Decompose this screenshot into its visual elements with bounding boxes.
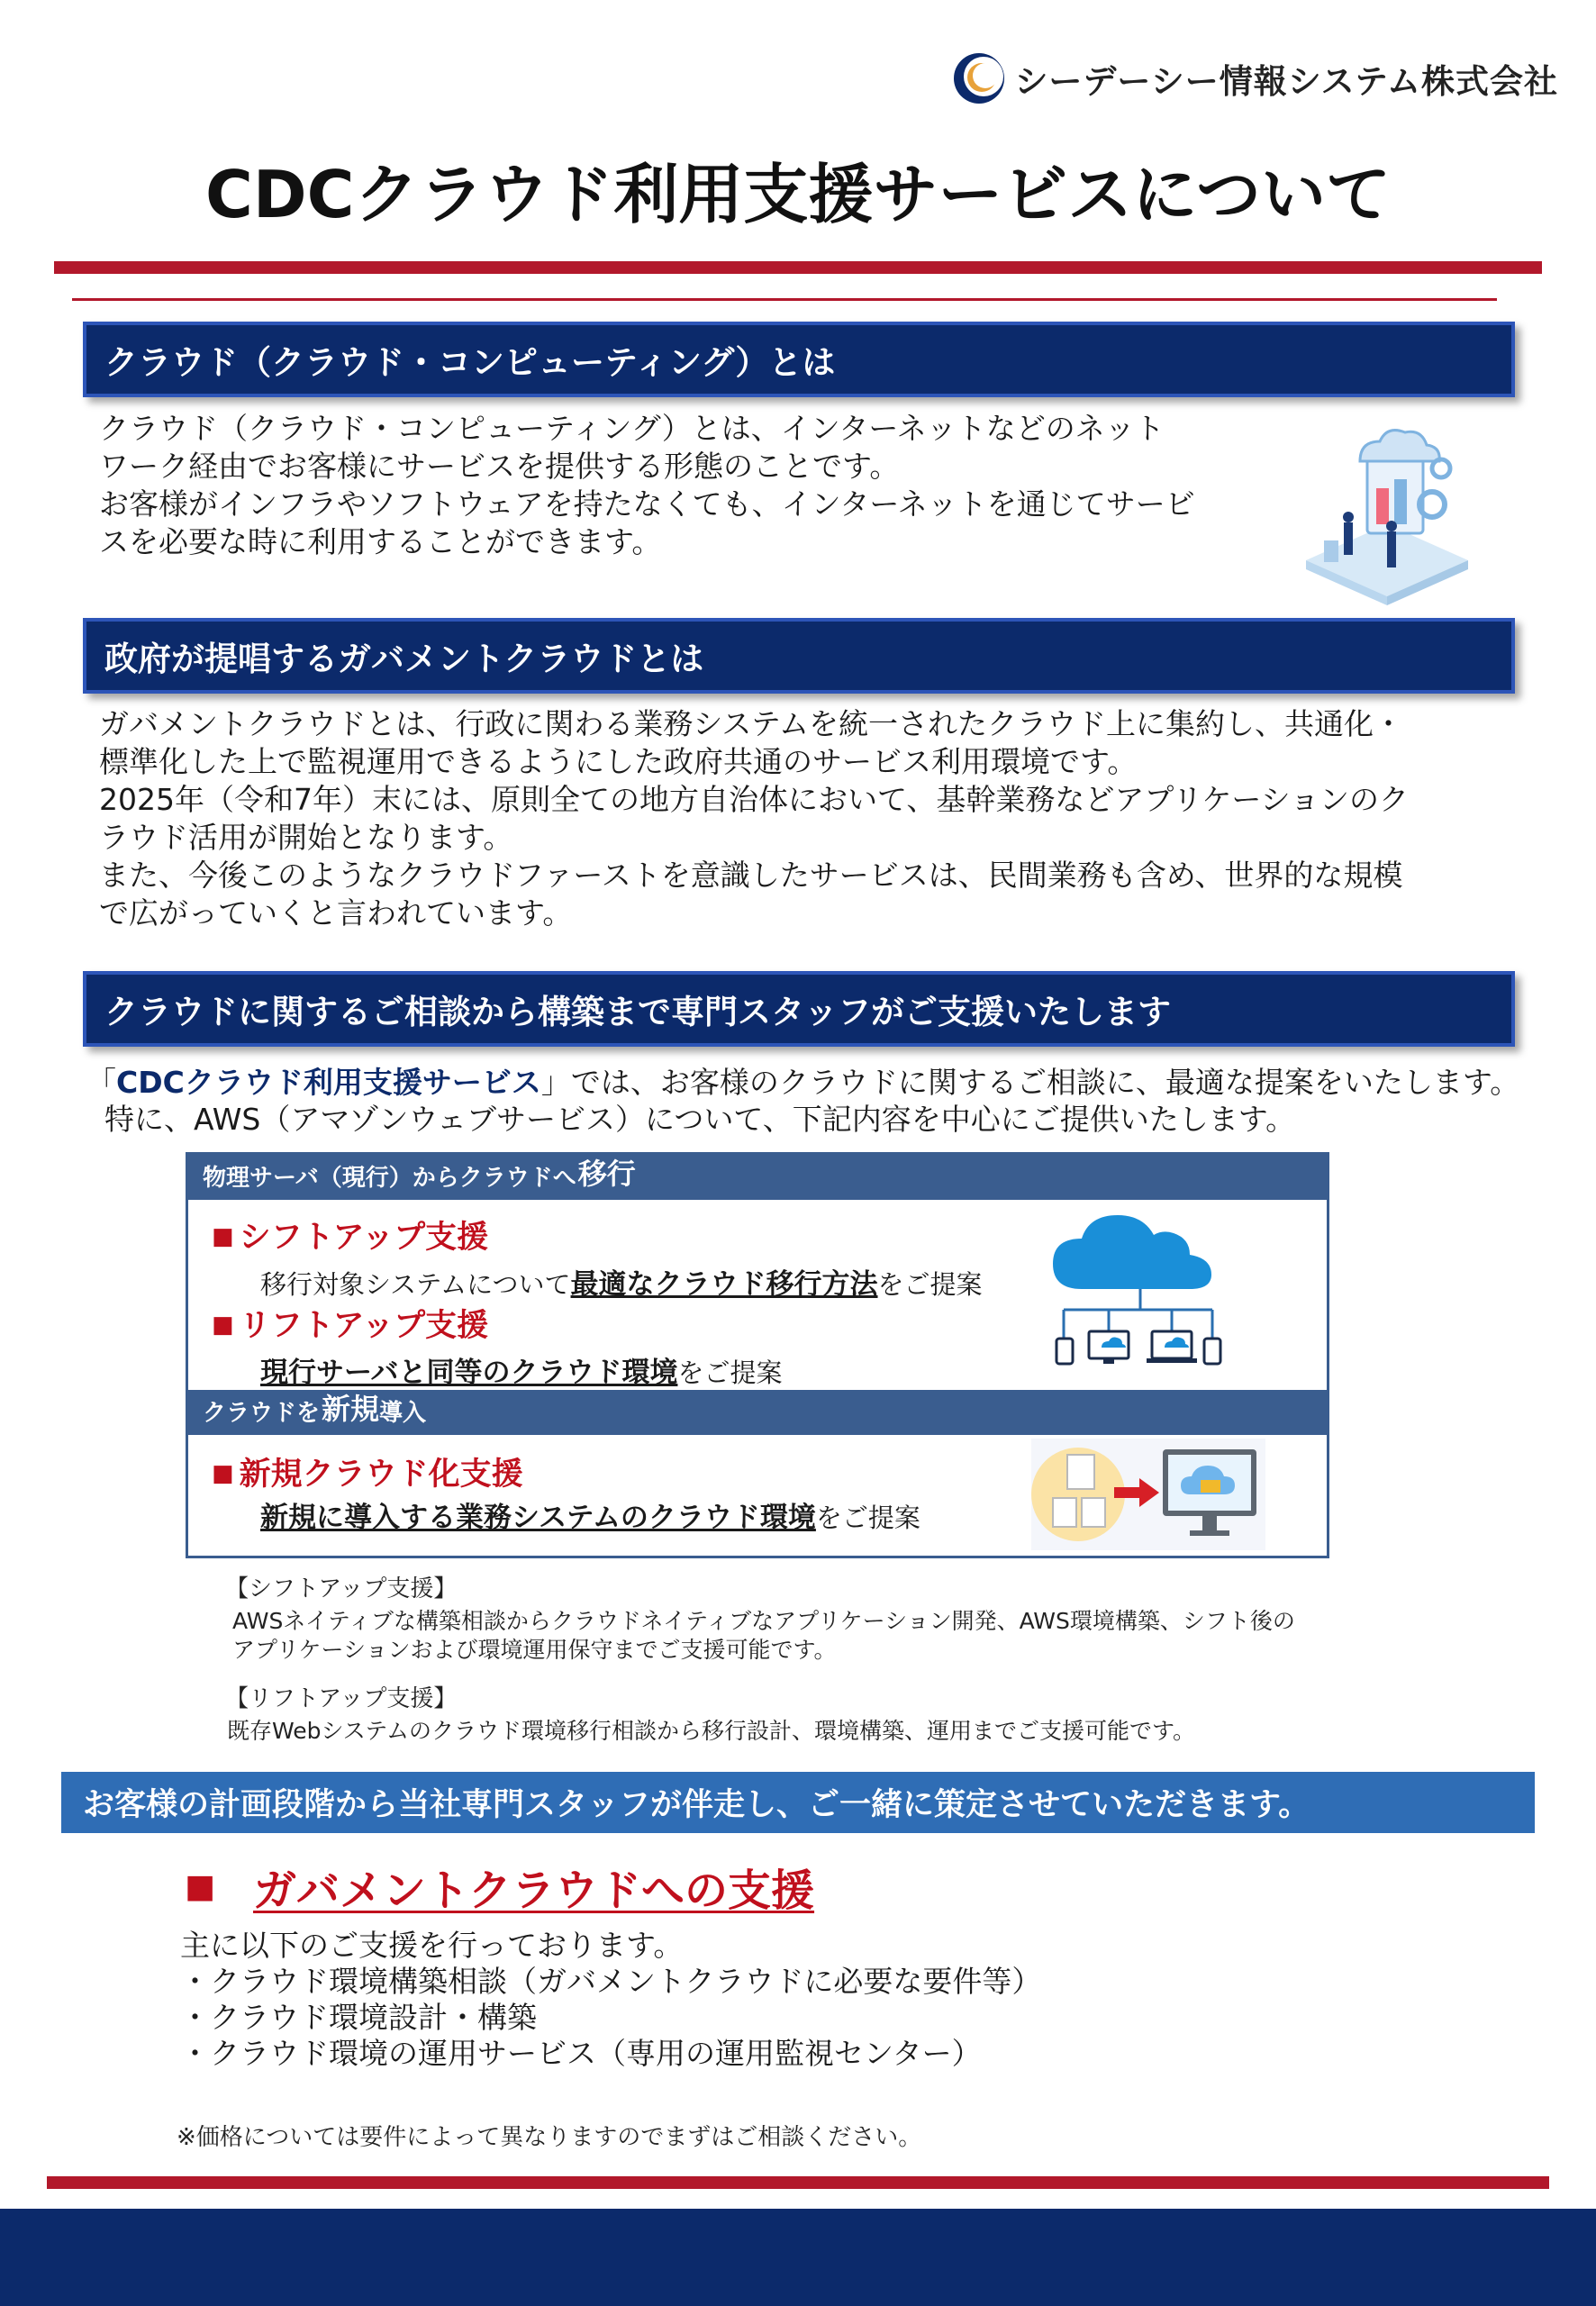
section-heading-gov-cloud: 政府が提唱するガバメントクラウドとは bbox=[83, 618, 1515, 694]
footer-divider bbox=[47, 2176, 1549, 2189]
note-line: 既存Webシステムのクラウド環境移行相談から移行設計、環境構築、運用までご支援可能です。 bbox=[227, 1718, 1196, 1744]
band-text: 物理サーバ（現行）からクラウドへ bbox=[203, 1165, 576, 1192]
body-line: ガバメントクラウドとは、行政に関わる業務システムを統一されたクラウド上に集約し、共通化・ bbox=[99, 706, 1404, 741]
list-item: ・クラウド環境構築相談（ガバメントクラウドに必要な要件等） bbox=[180, 1964, 1042, 1999]
panel-migration bbox=[188, 1200, 1327, 1390]
note-shift-heading: 【シフトアップ支援】 bbox=[225, 1575, 458, 1602]
body-line: お客様がインフラやソフトウェアを持たなくても、インターネットを通じてサービ bbox=[99, 486, 1195, 522]
body-line: ワーク経由でお客様にサービスを提供する形態のことです。 bbox=[99, 449, 900, 484]
square-bullet-icon: ■ bbox=[185, 1868, 216, 1905]
band-emphasis: 新規 bbox=[322, 1392, 380, 1426]
header-divider-thin bbox=[72, 298, 1497, 301]
cloud-computing-illustration-icon bbox=[1297, 416, 1477, 609]
company-header bbox=[951, 47, 1558, 110]
list-item: 主に以下のご支援を行っております。 bbox=[180, 1928, 684, 1963]
new-cloud-title: ■ 新規クラウド化支援 bbox=[212, 1457, 523, 1493]
item-title-text: シフトアップ支援 bbox=[239, 1220, 489, 1256]
footer-band bbox=[0, 2209, 1596, 2306]
band-text: クラウドを bbox=[203, 1400, 321, 1427]
service-brand-name: CDCクラウド利用支援サービス bbox=[116, 1065, 541, 1100]
body-line: で広がっていくと言われています。 bbox=[99, 895, 573, 931]
note-line: AWSネイティブな構築相談からクラウドネイティブなアプリケーション開発、AWS環境構築、シフト後の bbox=[232, 1608, 1295, 1634]
body-line: 2025年（令和7年）末には、原則全ての地方自治体において、基幹業務などアプリケーションのク bbox=[99, 782, 1410, 817]
list-item: ・クラウド環境設計・構築 bbox=[180, 2000, 537, 2035]
shift-up-desc bbox=[260, 1261, 983, 1302]
crescent-logo-icon bbox=[951, 50, 1007, 106]
price-note: ※価格については要件によって異なりますのでまずはご相談ください。 bbox=[177, 2124, 922, 2151]
cloud-devices-icon bbox=[1046, 1212, 1235, 1379]
body-line: スを必要な時に利用することができます。 bbox=[99, 524, 662, 559]
band-new-intro bbox=[188, 1390, 1327, 1435]
note-lift-body bbox=[227, 1717, 1195, 1746]
band-text: 導入 bbox=[379, 1400, 427, 1427]
page-title: CDCクラウド利用支援サービスについて bbox=[204, 157, 1391, 232]
lift-up-title: ■ リフトアップ支援 bbox=[212, 1308, 489, 1344]
desc-text: をご提案 bbox=[815, 1503, 920, 1533]
desc-text: 移行対象システムについて bbox=[260, 1269, 571, 1300]
body-line: 標準化した上で監視運用できるようにした政府共通のサービス利用環境です。 bbox=[99, 744, 1138, 779]
note-lift-heading: 【リフトアップ支援】 bbox=[225, 1685, 458, 1712]
item-title-text: リフトアップ支援 bbox=[239, 1308, 489, 1344]
intro-bracket: 「 bbox=[86, 1065, 116, 1100]
gov-support-list bbox=[180, 1928, 1041, 2072]
item-title-text: 新規クラウド化支援 bbox=[239, 1457, 523, 1493]
new-cloud-desc bbox=[260, 1494, 920, 1535]
gov-support-title-text: ガバメントクラウドへの支援 bbox=[253, 1866, 815, 1916]
desc-emphasis: 新規に導入する業務システムのクラウド環境 bbox=[260, 1502, 816, 1534]
file-to-cloud-icon bbox=[1031, 1439, 1265, 1550]
intro-line-2: 特に、AWS（アマゾンウェブサービス）について、下記内容を中心にご提供いたします。 bbox=[104, 1102, 1296, 1137]
lift-up-desc bbox=[260, 1349, 782, 1390]
body-line: クラウド（クラウド・コンピューティング）とは、インターネットなどのネット bbox=[99, 411, 1165, 446]
desc-emphasis: 現行サーバと同等のクラウド環境 bbox=[260, 1357, 678, 1389]
company-name: シーデーシー情報システム株式会社 bbox=[1014, 62, 1558, 101]
section-heading-support: クラウドに関するご相談から構築まで専門スタッフがご支援いたします bbox=[83, 971, 1515, 1047]
body-line: また、今後このようなクラウドファーストを意識したサービスは、民間業務も含め、世界的な規模 bbox=[99, 858, 1403, 893]
section-body-cloud bbox=[99, 410, 1195, 561]
service-box bbox=[186, 1152, 1329, 1558]
panel-new-intro bbox=[188, 1435, 1327, 1556]
desc-text: をご提案 bbox=[677, 1357, 783, 1388]
desc-emphasis: 最適なクラウド移行方法 bbox=[570, 1268, 878, 1301]
gov-support-title bbox=[185, 1856, 814, 1918]
shift-up-title: ■ シフトアップ支援 bbox=[212, 1220, 489, 1256]
intro-line-1 bbox=[86, 1064, 1519, 1101]
list-item: ・クラウド環境の運用サービス（専用の運用監視センター） bbox=[180, 2036, 982, 2071]
desc-text: をご提案 bbox=[877, 1269, 983, 1300]
band-emphasis: 移行 bbox=[577, 1157, 636, 1191]
support-intro bbox=[86, 1064, 1519, 1138]
band-migration bbox=[188, 1155, 1327, 1200]
header-divider-thick bbox=[54, 261, 1542, 274]
body-line: ラウド活用が開始となります。 bbox=[99, 820, 513, 855]
section-heading-cloud: クラウド（クラウド・コンピューティング）とは bbox=[83, 322, 1515, 397]
note-line: アプリケーションおよび環境運用保守までご支援可能です。 bbox=[232, 1637, 837, 1663]
intro-text: 」では、お客様のクラウドに関するご相談に、最適な提案をいたします。 bbox=[540, 1065, 1520, 1100]
note-shift-body bbox=[232, 1607, 1295, 1665]
partnership-banner: お客様の計画段階から当社専門スタッフが伴走し、ご一緒に策定させていただきます。 bbox=[61, 1772, 1535, 1833]
section-body-gov-cloud bbox=[99, 705, 1409, 932]
